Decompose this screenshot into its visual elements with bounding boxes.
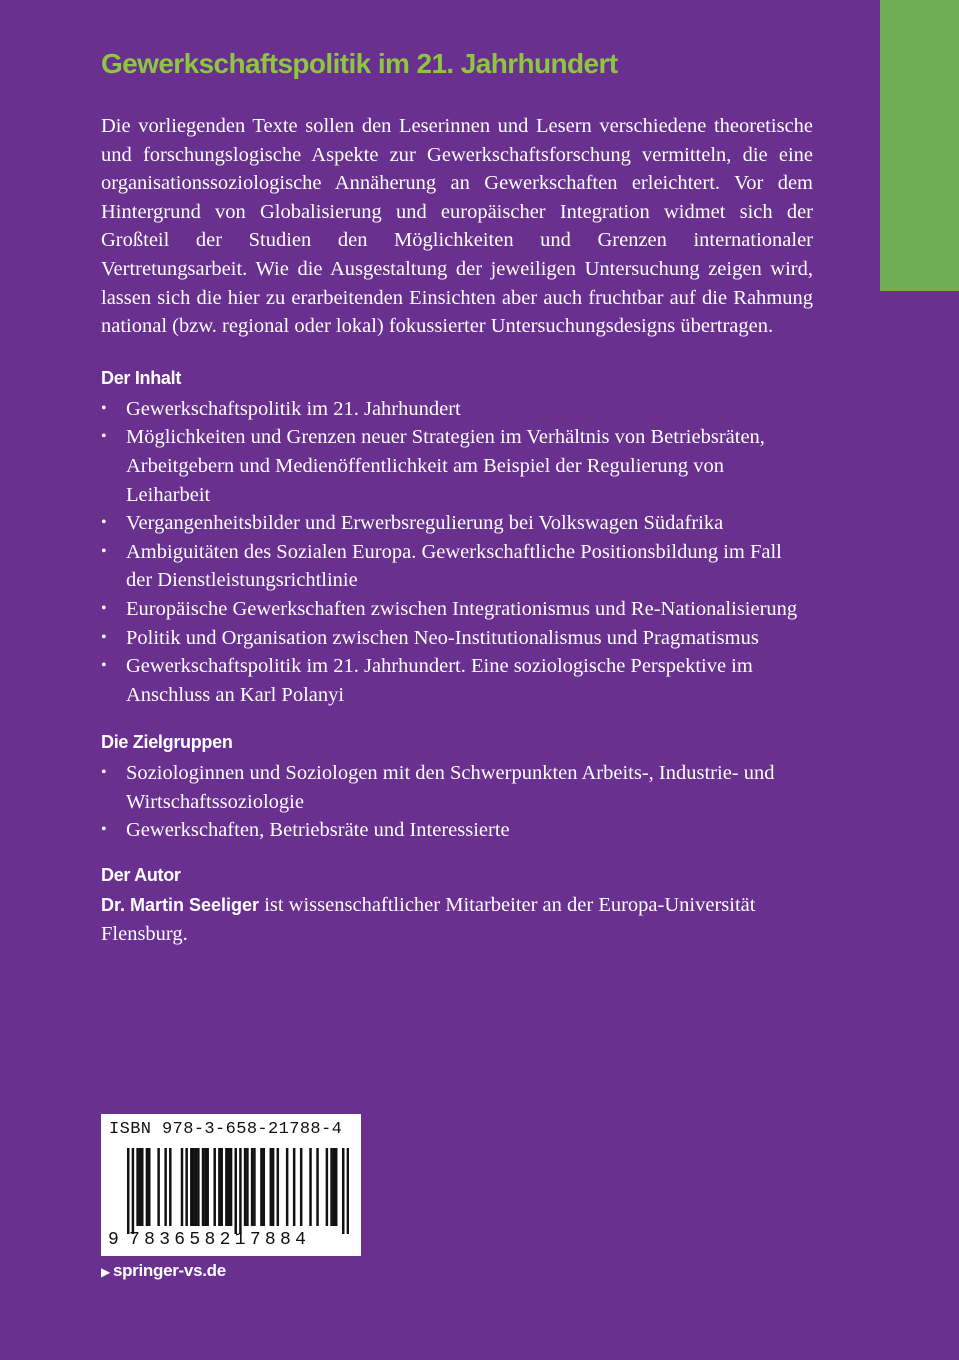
barcode-bar — [251, 1148, 253, 1226]
list-item: • Gewerkschaftspolitik im 21. Jahrhundert — [101, 395, 813, 424]
section-heading-autor: Der Autor — [101, 865, 181, 886]
barcode-bar — [136, 1148, 138, 1226]
barcode-bar — [316, 1148, 318, 1226]
barcode-bar — [239, 1148, 241, 1234]
book-title: Gewerkschaftspolitik im 21. Jahrhundert — [101, 48, 618, 79]
barcode-bar — [293, 1148, 295, 1226]
ean-digits: 783658217884 — [129, 1230, 311, 1250]
section-heading-zielgruppen: Die Zielgruppen — [101, 732, 233, 753]
barcode-bar — [157, 1148, 159, 1226]
barcode-bars — [127, 1148, 349, 1234]
barcode-bar — [225, 1148, 227, 1226]
zielgruppen-list — [101, 759, 813, 845]
barcode-bar — [326, 1148, 328, 1226]
barcode-bar — [146, 1148, 148, 1226]
green-accent-tab — [880, 0, 959, 291]
barcode-bar — [253, 1148, 255, 1226]
barcode-bar — [260, 1148, 262, 1226]
barcode-bar — [330, 1148, 332, 1226]
barcode-bar — [139, 1148, 141, 1226]
back-cover-content — [101, 44, 813, 948]
ean-first-digit: 9 — [108, 1230, 119, 1250]
barcode-bar — [218, 1148, 220, 1226]
barcode-bar — [333, 1148, 335, 1226]
barcode-bar — [132, 1148, 134, 1234]
barcode-bar — [220, 1148, 222, 1226]
inhalt-list — [101, 395, 813, 710]
isbn-barcode — [101, 1114, 361, 1256]
barcode-bar — [272, 1148, 274, 1226]
barcode-bar — [213, 1148, 215, 1226]
barcode-bar — [342, 1148, 344, 1234]
barcode-bar — [246, 1148, 248, 1226]
barcode-bar — [230, 1148, 232, 1226]
list-item: • Gewerkschaftspolitik im 21. Jahrhundert. Eine soziologische Perspektive im Anschluss an Karl Polanyi — [101, 652, 813, 709]
list-item: • Politik und Organisation zwischen Neo-Institutionalismus und Pragmatismus — [101, 624, 813, 653]
list-item: • Soziologinnen und Soziologen mit den Schwerpunkten Arbeits-, Industrie- und Wirtschaftssoziologie — [101, 759, 813, 816]
barcode-bar — [195, 1148, 197, 1226]
barcode-bar — [244, 1148, 246, 1226]
list-item: • Gewerkschaften, Betriebsräte und Interessierte — [101, 816, 813, 845]
list-item: • Vergangenheitsbilder und Erwerbsregulierung bei Volkswagen Südafrika — [101, 509, 813, 538]
barcode-bar — [277, 1148, 279, 1226]
barcode-bar — [141, 1148, 143, 1226]
barcode-bar — [227, 1148, 229, 1226]
barcode-bar — [181, 1148, 183, 1226]
barcode-bar — [197, 1148, 199, 1226]
author-name: Dr. Martin Seeliger — [101, 895, 260, 916]
barcode-bar — [286, 1148, 288, 1226]
barcode-bar — [192, 1148, 194, 1226]
intro-paragraph: Die vorliegenden Texte sollen den Leserinnen und Lesern verschiedene theoretische und forschungslogische Aspekte zur Gewerkschaftsforschung vermitteln, die eine organisationssoziologische Annäherung an Gewerkschaften erleichtert. Vor dem Hintergrund von Globalisierung und europäischer Integration widmet sich der Großteil der Studien den Möglichkeiten und Grenzen internationaler Vertretungsarbeit. Wie die Ausgestaltung der jeweiligen Untersuchung zeigen wird, lassen sich die hier zu erarbeitenden Einsichten aber auch fruchtbar auf die Rahmung national (bzw. regional oder lokal) fokussierter Untersuchungsdesigns übertragen. — [101, 115, 813, 338]
barcode-bar — [270, 1148, 272, 1226]
author-bio — [101, 891, 813, 948]
list-item: • Möglichkeiten und Grenzen neuer Strategien im Verhältnis von Betriebsräten, Arbeitgebern und Medienöffentlichkeit am Beispiel der Regulierung von Leiharbeit — [101, 423, 813, 509]
section-heading-inhalt: Der Inhalt — [101, 367, 182, 388]
barcode-bar — [204, 1148, 206, 1226]
barcode-bar — [335, 1148, 337, 1226]
barcode-bar — [206, 1148, 208, 1226]
barcode-bar — [263, 1148, 265, 1226]
author-description: ist wissenschaftlicher Mitarbeiter an der Europa-Universität Flensburg. — [101, 894, 756, 945]
barcode-bar — [185, 1148, 187, 1226]
list-item: • Europäische Gewerkschaften zwischen Integrationismus und Re-Nationalisierung — [101, 595, 813, 624]
website-label: springer-vs.de — [112, 1261, 226, 1280]
list-item: • Ambiguitäten des Sozialen Europa. Gewerkschaftliche Positionsbildung im Fall der Dienstleistungsrichtlinie — [101, 538, 813, 595]
barcode-bar — [164, 1148, 166, 1226]
isbn-label: ISBN 978-3-658-21788-4 — [109, 1120, 343, 1139]
barcode-bar — [347, 1148, 349, 1234]
barcode-bar — [190, 1148, 192, 1226]
arrow-right-icon: ▶ — [101, 1265, 110, 1279]
barcode-bar — [300, 1148, 302, 1226]
barcode-bar — [127, 1148, 129, 1234]
barcode-bar — [148, 1148, 150, 1226]
barcode-bar — [234, 1148, 236, 1234]
publisher-website[interactable] — [101, 1261, 226, 1281]
barcode-bar — [309, 1148, 311, 1226]
barcode-bar — [202, 1148, 204, 1226]
barcode-bar — [169, 1148, 171, 1226]
